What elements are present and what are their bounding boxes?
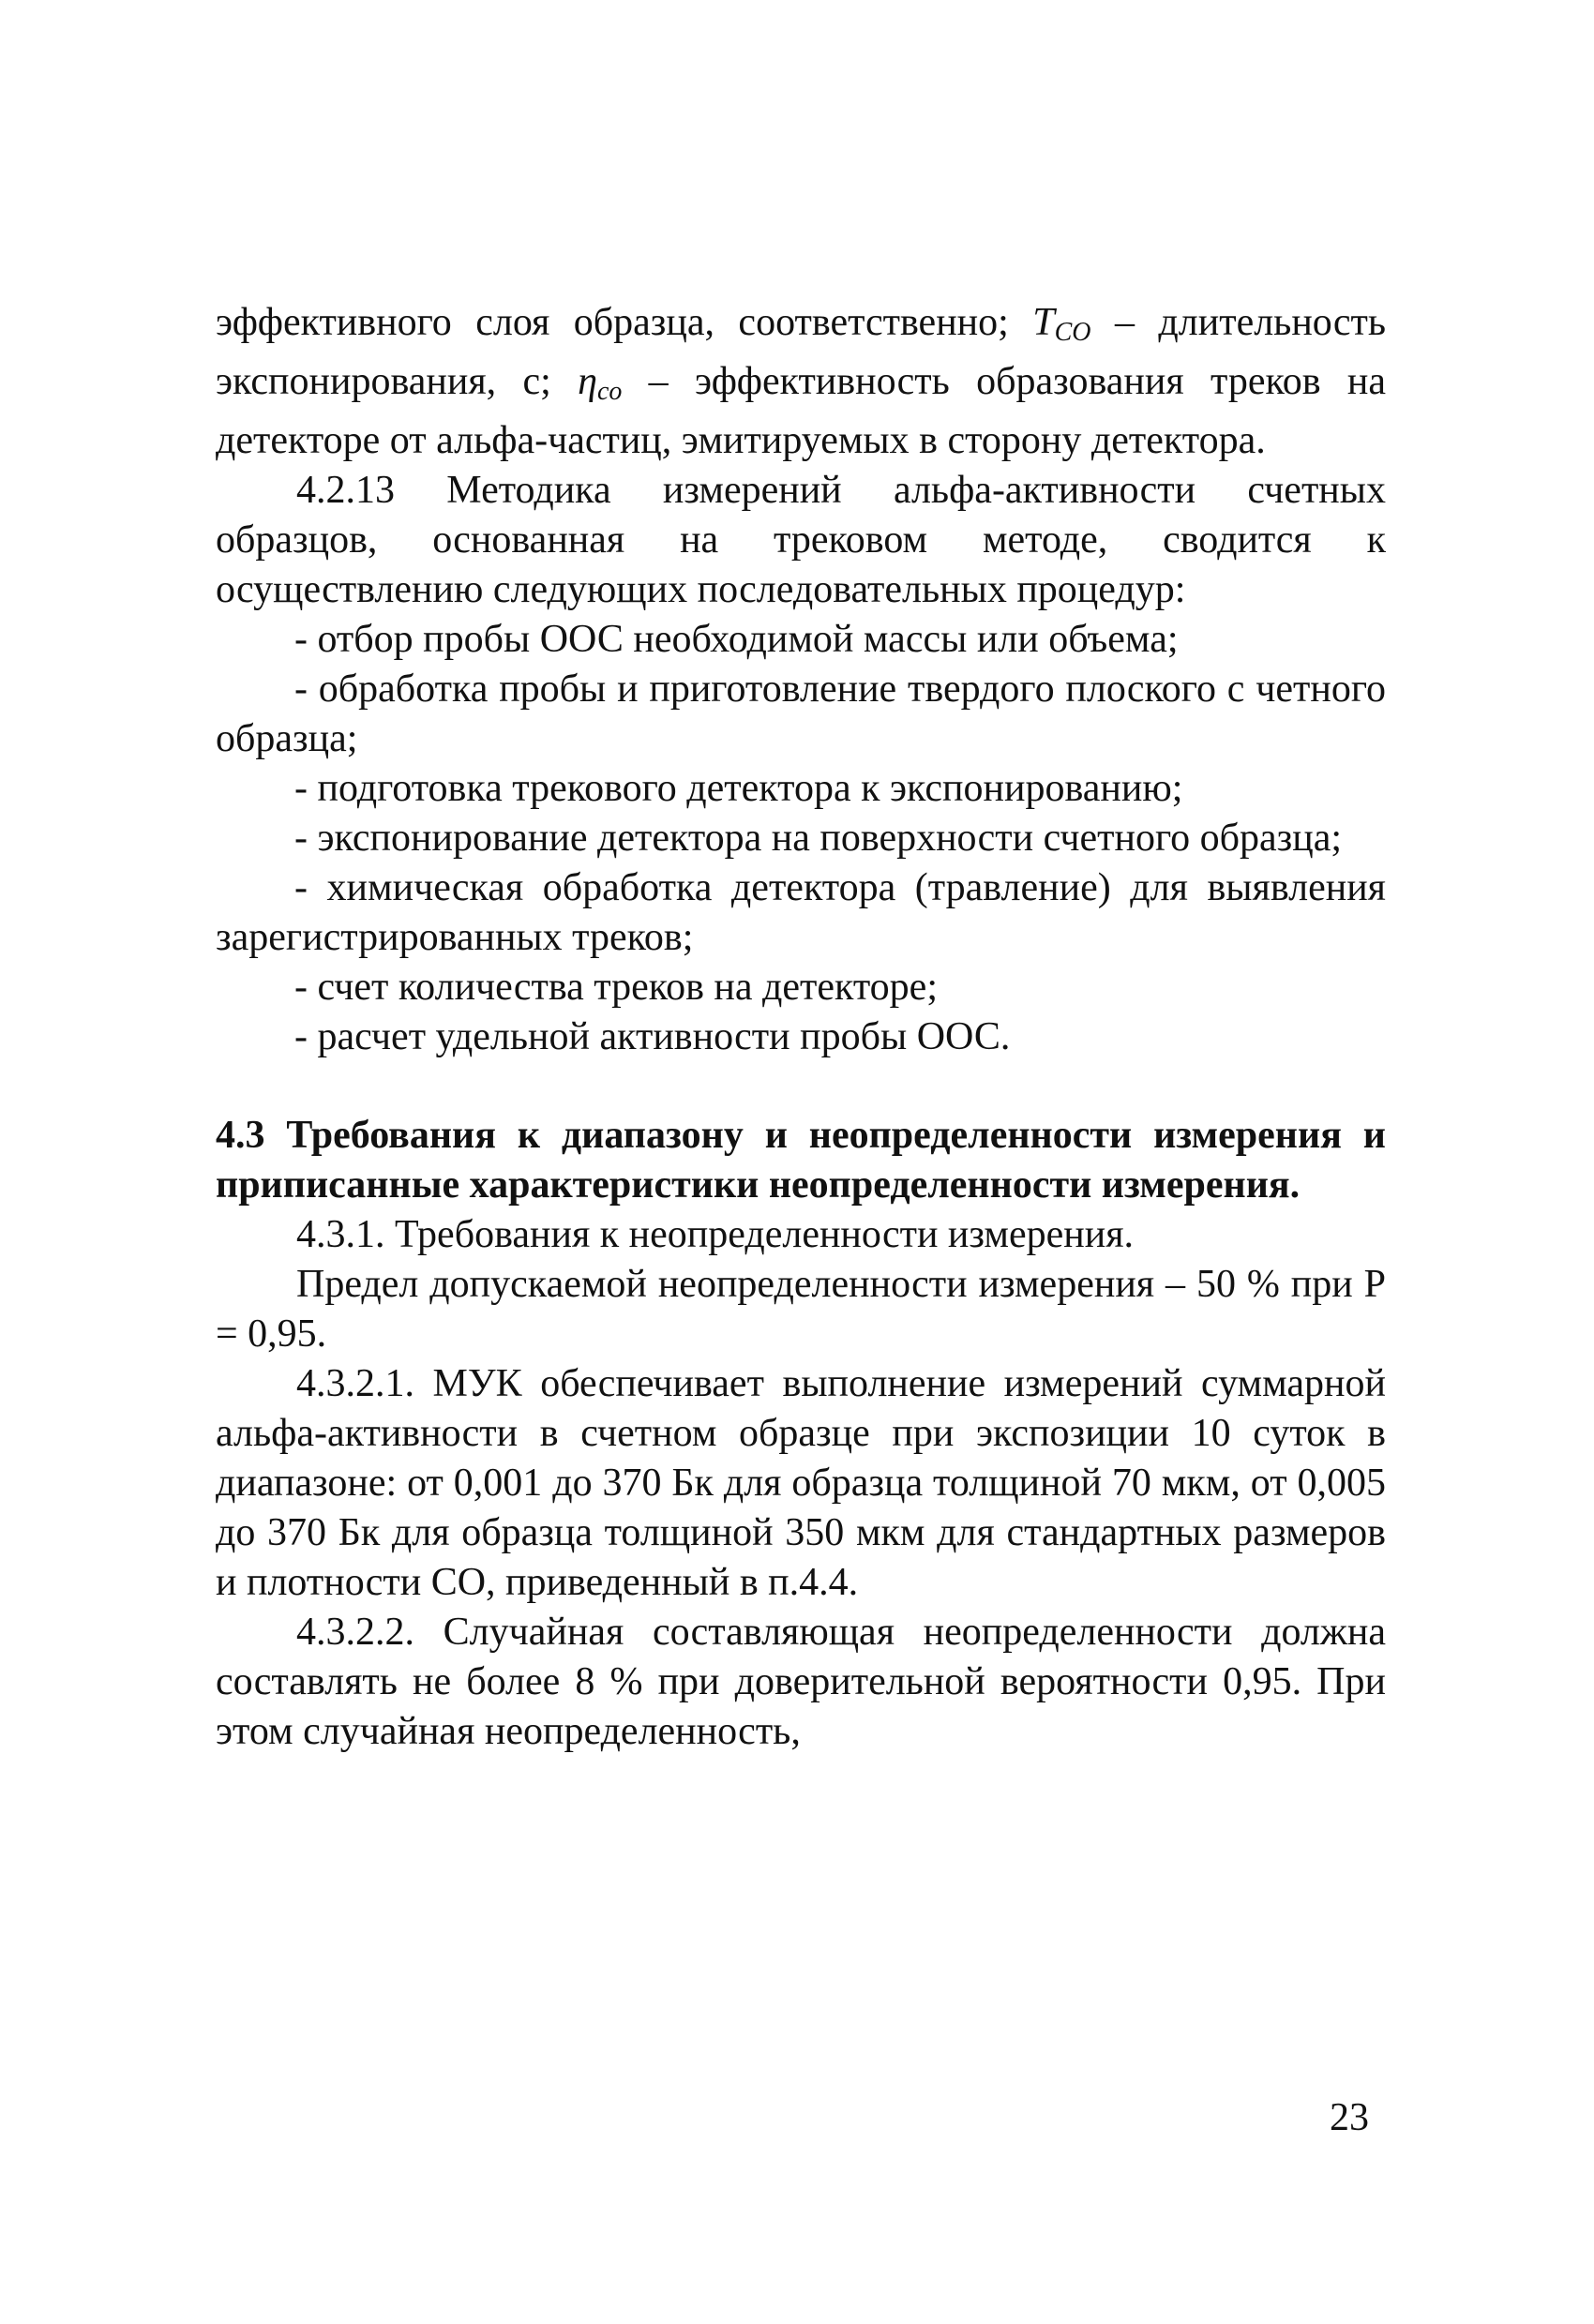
- paragraph-4-2-13: 4.2.13 Методика измерений альфа-активности счетных образцов, основанная на трековом методе, сводится к осуществлению следующих последовательных процедур:: [216, 469, 1386, 611]
- page-number: 23: [1330, 2096, 1369, 2139]
- efficiency-symbol: η: [578, 360, 597, 403]
- definition-text-2: – длительность экспонирования, с;: [216, 301, 1386, 403]
- paragraph-4-3-1: 4.3.1. Требования к неопределенности измерения.: [296, 1213, 1135, 1256]
- list-item: - экспонирование детектора на поверхности счетного образца;: [294, 817, 1343, 860]
- efficiency-subscript: co: [596, 377, 623, 406]
- definition-text-1: эффективного слоя образца, соответственно;: [216, 301, 1033, 344]
- list-item: - отбор пробы ООС необходимой массы или объема;: [294, 618, 1179, 661]
- exposure-time-subscript: CO: [1054, 318, 1091, 347]
- paragraph-definitions: [216, 298, 1386, 466]
- paragraph-4-3-2-1: 4.3.2.1. МУК обеспечивает выполнение измерений суммарной альфа-активности в счетном образце при экспозиции 10 суток в диапазоне: от 0,001 до 370 Бк для образца толщиной 70 мкм, от 0,005 до 370 Бк для образца толщиной 350 мкм для стандартных размеров и плотности СО, приведенный в п.4.4.: [216, 1362, 1386, 1604]
- paragraph-uncertainty-limit: Предел допускаемой неопределенности измерения – 50 % при Р = 0,95.: [216, 1263, 1386, 1356]
- list-item: - счет количества треков на детекторе;: [294, 966, 938, 1009]
- list-item: - химическая обработка детектора (травление) для выявления зарегистрированных треков;: [216, 866, 1386, 959]
- list-item: - подготовка трекового детектора к экспонированию;: [294, 767, 1183, 810]
- exposure-time-symbol: T: [1032, 301, 1055, 344]
- procedure-list: [216, 615, 1386, 1062]
- section-heading-4-3: 4.3 Требования к диапазону и неопределенности измерения и приписанные характеристики неопределенности измерения.: [216, 1114, 1386, 1207]
- definition-text-3: – эффективность образования треков на детекторе от альфа-частиц, эмитируемых в сторону детектора.: [216, 360, 1386, 462]
- paragraph-4-3-2-2: 4.3.2.2. Случайная составляющая неопределенности должна составлять не более 8 % при доверительной вероятности 0,95. При этом случайная неопределенность,: [216, 1611, 1386, 1753]
- list-item: - обработка пробы и приготовление твердого плоского с четного образца;: [216, 667, 1386, 760]
- document-page: [216, 298, 1386, 1757]
- list-item: - расчет удельной активности пробы ООС.: [294, 1015, 1011, 1058]
